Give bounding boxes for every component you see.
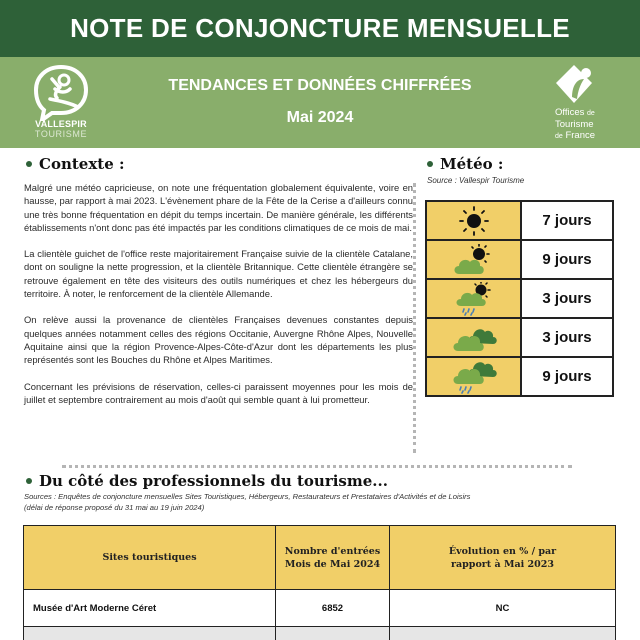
meteo-icon-cell [426, 318, 521, 357]
meteo-source: Source : Vallespir Tourisme [427, 176, 525, 185]
meteo-days-value: 3 jours [521, 318, 613, 357]
site-entries [276, 627, 390, 640]
meteo-icon-cell [426, 357, 521, 396]
site-evolution: NC [390, 590, 616, 627]
table-row [24, 627, 616, 640]
meteo-row [426, 318, 613, 357]
header-sites-label: Sites touristiques [102, 552, 197, 563]
otf-line1: Offices [555, 107, 585, 118]
sun-behind-cloud-icon [451, 244, 497, 276]
meteo-table [425, 200, 614, 397]
meteo-row [426, 357, 613, 396]
vertical-dotted-divider [413, 183, 416, 453]
report-period: Mai 2024 [286, 109, 354, 126]
contexte-paragraph: Malgré une météo capricieuse, on note une fréquentation globalement équivalente, voire en hausse, par rapport à mai 2023. L'évènement phare de la Fête de la Cerise a d'ailleurs connu une très bonne fréquentation en dépit du temps incertain. De manière générale, les différents établissements n'ont donc pas été impactés par les conditions climatiques de ce mois de mai. [24, 182, 413, 233]
professionnels-title: Du côté des professionnels du tourisme... [39, 472, 388, 490]
meteo-title: Météo : [440, 155, 504, 173]
subtitle: TENDANCES ET DONNÉES CHIFFRÉES [168, 77, 472, 94]
table-header-row [24, 526, 616, 590]
header-evolution-line1: Évolution en % / par [448, 545, 557, 557]
professionnels-sources [24, 491, 624, 513]
sources-line: Sources : Enquêtes de conjoncture mensuelles Sites Touristiques, Hébergeurs, Restaurateurs et Prestataires d'Activités et de Loisirs [24, 492, 471, 501]
contexte-body [24, 181, 413, 419]
meteo-days-value: 7 jours [521, 201, 613, 240]
site-entries: 6852 [276, 590, 390, 627]
header-entries [276, 526, 390, 590]
meteo-days-value: 9 jours [521, 357, 613, 396]
otf-diamond-icon [552, 63, 608, 107]
otf-line3: France [565, 130, 596, 141]
meteo-row [426, 279, 613, 318]
contexte-title: Contexte : [39, 155, 125, 173]
meteo-icon-cell [426, 240, 521, 279]
logo-brand-line2: TOURISME [34, 129, 88, 139]
site-evolution [390, 627, 616, 640]
vallespir-tourisme-logo [30, 63, 92, 143]
document-title: NOTE DE CONJONCTURE MENSUELLE [70, 13, 570, 43]
header-evolution [390, 526, 616, 590]
otf-line3-small: de [555, 133, 563, 140]
header-evolution-line2: rapport à Mai 2023 [451, 558, 554, 570]
professionnels-heading [26, 472, 388, 490]
cloud-rain-icon [450, 360, 498, 394]
otf-line1-small: de [587, 110, 595, 117]
header-sites [24, 526, 276, 590]
sun-icon [457, 206, 491, 236]
contexte-paragraph: Concernant les prévisions de réservation, celles-ci paraissent moyennes pour les mois de juillet et septembre contrairement au mois d'août qui semble quant à lui prometteur. [24, 380, 413, 405]
meteo-days-value: 3 jours [521, 279, 613, 318]
header-entries-line1: Nombre d'entrées [284, 545, 381, 557]
meteo-icon-cell [426, 279, 521, 318]
sun-cloud-rain-icon [451, 282, 497, 316]
contexte-heading [26, 155, 125, 173]
cloudy-icon [450, 323, 498, 353]
header-entries-line2: Mois de Mai 2024 [284, 558, 381, 570]
bullet-icon [427, 161, 433, 167]
sub-banner [0, 57, 640, 148]
meteo-icon-cell [426, 201, 521, 240]
top-banner [0, 0, 640, 57]
site-name [24, 627, 276, 640]
site-name: Musée d'Art Moderne Céret [24, 590, 276, 627]
otf-logo-text [555, 107, 615, 142]
meteo-row [426, 240, 613, 279]
meteo-row [426, 201, 613, 240]
meteo-heading [427, 155, 503, 173]
sources-period: (délai de réponse proposé du 31 mai au 19 juin 2024) [24, 503, 205, 512]
otf-line2: Tourisme [555, 119, 594, 130]
bullet-icon [26, 478, 32, 484]
contexte-paragraph: On relève aussi la provenance de clientèles Françaises devenues constantes depuis quelques années notamment celles des régions Occitanie, Auvergne Rhône Alpes, Nouvelle Aquitaine ainsi que la région Provence-Alpes-Côte-d'Azur dont les départements les plus représentés sont les Bouches du Rhône et Alpes Maritimes. [24, 314, 413, 366]
table-row [24, 590, 616, 627]
sites-touristiques-table [23, 525, 616, 640]
bullet-icon [26, 161, 32, 167]
contexte-paragraph: La clientèle guichet de l'office reste majoritairement Française suivie de la clientèle Catalane, dont on souligne la nette progression, et la clientèle Britannique. Cette clientèle étrangère se retrouve également en tête des visiteurs des outils numériques et chez les hébergeurs du territoire. À noter, le renforcement de la clientèle Allemande. [24, 248, 413, 300]
offices-tourisme-france-logo [552, 63, 608, 145]
logo-brand-line1: VALLESPIR [35, 119, 87, 129]
meteo-days-value: 9 jours [521, 240, 613, 279]
horizontal-dotted-divider [62, 465, 572, 468]
